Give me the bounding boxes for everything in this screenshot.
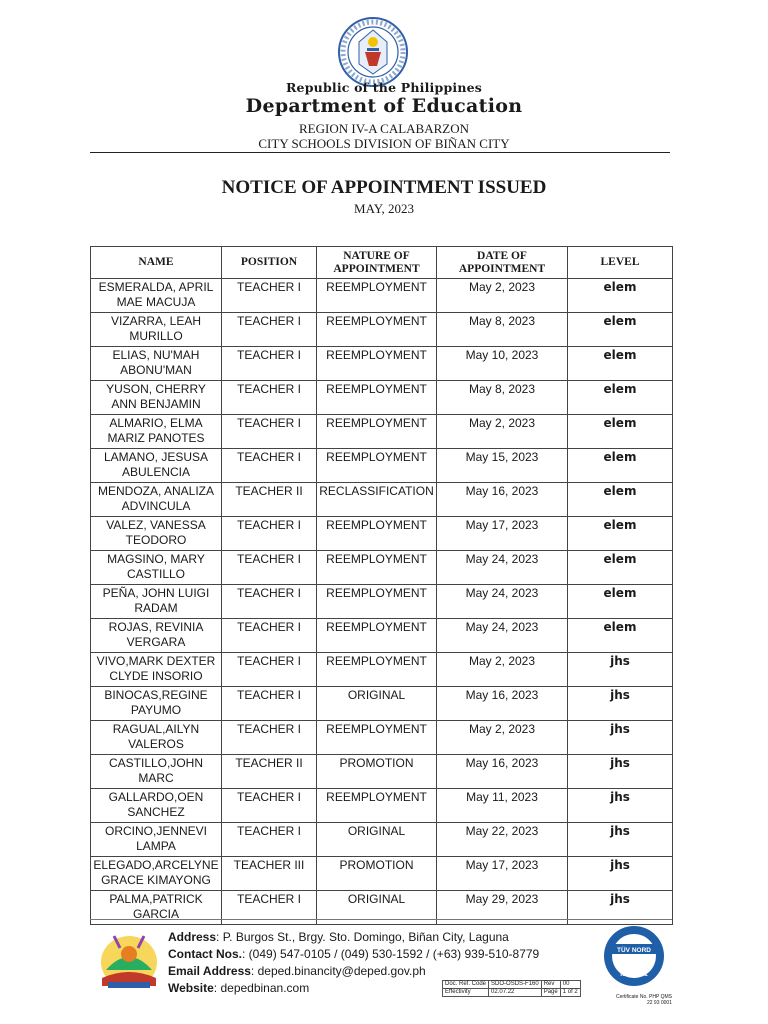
level-cell: jhs — [568, 687, 673, 721]
address-label: Address — [168, 930, 217, 944]
nature-cell: PROMOTION — [317, 755, 437, 789]
nature-cell: REEMPLOYMENT — [317, 415, 437, 449]
appointments-table — [90, 246, 673, 925]
level-cell: jhs — [568, 891, 673, 925]
position-cell: TEACHER I — [222, 687, 317, 721]
position-cell: TEACHER II — [222, 483, 317, 517]
footer-email — [168, 963, 539, 980]
doc-reference-box — [442, 980, 581, 997]
position-cell: TEACHER I — [222, 619, 317, 653]
table-row — [91, 415, 673, 449]
table-row — [91, 279, 673, 313]
level-cell: elem — [568, 483, 673, 517]
nature-cell: REEMPLOYMENT — [317, 585, 437, 619]
name-cell: VIVO,MARK DEXTER CLYDE INSORIO — [91, 653, 222, 687]
name-cell: PEÑA, JOHN LUIGI RADAM — [91, 585, 222, 619]
date-cell: May 16, 2023 — [437, 483, 568, 517]
nature-cell: REEMPLOYMENT — [317, 517, 437, 551]
address-value: : P. Burgos St., Brgy. Sto. Domingo, Biñan City, Laguna — [216, 930, 509, 944]
page-label: Page — [541, 989, 560, 997]
effectivity-label: Effectivity — [443, 989, 489, 997]
date-cell: May 2, 2023 — [437, 721, 568, 755]
position-cell: TEACHER I — [222, 551, 317, 585]
table-row — [91, 721, 673, 755]
date-cell: May 2, 2023 — [437, 653, 568, 687]
nature-cell: ORIGINAL — [317, 687, 437, 721]
region-heading: REGION IV-A CALABARZON — [299, 121, 469, 136]
position-cell: TEACHER II — [222, 755, 317, 789]
date-cell: May 11, 2023 — [437, 789, 568, 823]
level-cell: jhs — [568, 857, 673, 891]
document-title: NOTICE OF APPOINTMENT ISSUED — [221, 177, 547, 198]
position-cell: TEACHER I — [222, 517, 317, 551]
nature-cell: REEMPLOYMENT — [317, 313, 437, 347]
rev-label: Rev — [541, 981, 560, 989]
date-cell: May 17, 2023 — [437, 857, 568, 891]
rev-value: 00 — [560, 981, 580, 989]
level-cell: jhs — [568, 755, 673, 789]
name-cell: CASTILLO,JOHN MARC — [91, 755, 222, 789]
name-cell: RAGUAL,AILYN VALEROS — [91, 721, 222, 755]
name-cell: ROJAS, REVINIA VERGARA — [91, 619, 222, 653]
date-cell: May 10, 2023 — [437, 347, 568, 381]
date-cell: May 15, 2023 — [437, 449, 568, 483]
table-row — [91, 789, 673, 823]
column-header-nature: NATURE OF APPOINTMENT — [317, 247, 437, 279]
table-row — [91, 823, 673, 857]
level-cell: jhs — [568, 721, 673, 755]
date-cell: May 16, 2023 — [437, 687, 568, 721]
date-cell: May 29, 2023 — [437, 891, 568, 925]
footer-contact — [168, 946, 539, 963]
level-cell: elem — [568, 551, 673, 585]
contact-label: Contact Nos. — [168, 947, 243, 961]
email-value[interactable]: : deped.binancity@deped.gov.ph — [250, 964, 426, 978]
table-row — [91, 551, 673, 585]
table-row — [91, 585, 673, 619]
position-cell: TEACHER I — [222, 449, 317, 483]
date-cell: May 8, 2023 — [437, 381, 568, 415]
table-row — [91, 483, 673, 517]
nature-cell: REEMPLOYMENT — [317, 721, 437, 755]
level-cell: elem — [568, 313, 673, 347]
level-cell: elem — [568, 347, 673, 381]
level-cell: jhs — [568, 653, 673, 687]
date-cell: May 22, 2023 — [437, 823, 568, 857]
header-divider — [90, 152, 670, 153]
table-header-row — [91, 247, 673, 279]
division-logo-icon — [94, 926, 164, 994]
column-header-name: NAME — [91, 247, 222, 279]
level-cell: elem — [568, 279, 673, 313]
iso-bottom-text: ISO 9001 — [620, 971, 648, 978]
doc-ref-label: Doc. Ref. Code — [443, 981, 489, 989]
name-cell: LAMANO, JESUSA ABULENCIA — [91, 449, 222, 483]
footer-divider — [90, 919, 672, 920]
level-cell: elem — [568, 619, 673, 653]
table-row — [91, 517, 673, 551]
name-cell: ELIAS, NU'MAH ABONU'MAN — [91, 347, 222, 381]
position-cell: TEACHER I — [222, 653, 317, 687]
table-row — [91, 449, 673, 483]
footer-address — [168, 929, 539, 946]
position-cell: TEACHER III — [222, 857, 317, 891]
name-cell: MENDOZA, ANALIZA ADVINCULA — [91, 483, 222, 517]
nature-cell: REEMPLOYMENT — [317, 279, 437, 313]
name-cell: VALEZ, VANESSA TEODORO — [91, 517, 222, 551]
name-cell: ALMARIO, ELMA MARIZ PANOTES — [91, 415, 222, 449]
position-cell: TEACHER I — [222, 823, 317, 857]
position-cell: TEACHER I — [222, 721, 317, 755]
nature-cell: RECLASSIFICATION — [317, 483, 437, 517]
date-cell: May 2, 2023 — [437, 279, 568, 313]
column-header-level: LEVEL — [568, 247, 673, 279]
name-cell: GALLARDO,OEN SANCHEZ — [91, 789, 222, 823]
table-row — [91, 755, 673, 789]
iso-top-text: TÜV NORD — [617, 947, 651, 954]
name-cell: ESMERALDA, APRIL MAE MACUJA — [91, 279, 222, 313]
nature-cell: REEMPLOYMENT — [317, 347, 437, 381]
nature-cell: REEMPLOYMENT — [317, 789, 437, 823]
name-cell: ORCINO,JENNEVI LAMPA — [91, 823, 222, 857]
position-cell: TEACHER I — [222, 415, 317, 449]
page-value: 1 of 2 — [560, 989, 580, 997]
nature-cell: REEMPLOYMENT — [317, 449, 437, 483]
name-cell: VIZARRA, LEAH MURILLO — [91, 313, 222, 347]
position-cell: TEACHER I — [222, 381, 317, 415]
email-label: Email Address — [168, 964, 251, 978]
nature-cell: REEMPLOYMENT — [317, 551, 437, 585]
column-header-position: POSITION — [222, 247, 317, 279]
position-cell: TEACHER I — [222, 313, 317, 347]
nature-cell: ORIGINAL — [317, 891, 437, 925]
certificate-number: Certificate No. PHP QMS 22 93 0001 — [615, 994, 672, 1006]
table-row — [91, 381, 673, 415]
date-cell: May 24, 2023 — [437, 551, 568, 585]
table-row — [91, 857, 673, 891]
document-period: MAY, 2023 — [354, 201, 414, 216]
level-cell: elem — [568, 449, 673, 483]
nature-cell: REEMPLOYMENT — [317, 619, 437, 653]
level-cell: elem — [568, 585, 673, 619]
position-cell: TEACHER I — [222, 789, 317, 823]
level-cell: elem — [568, 415, 673, 449]
nature-cell: REEMPLOYMENT — [317, 653, 437, 687]
position-cell: TEACHER I — [222, 585, 317, 619]
name-cell: BINOCAS,REGINE PAYUMO — [91, 687, 222, 721]
date-cell: May 24, 2023 — [437, 619, 568, 653]
level-cell: jhs — [568, 789, 673, 823]
deped-seal-icon — [337, 16, 409, 88]
date-cell: May 2, 2023 — [437, 415, 568, 449]
level-cell: jhs — [568, 823, 673, 857]
table-row — [91, 313, 673, 347]
nature-cell: REEMPLOYMENT — [317, 381, 437, 415]
contact-value: : (049) 547-0105 / (049) 530-1592 / (+63) 939-510-8779 — [242, 947, 540, 961]
level-cell: elem — [568, 517, 673, 551]
website-value[interactable]: : depedbinan.com — [213, 981, 310, 995]
name-cell: ELEGADO,ARCELYNE GRACE KIMAYONG — [91, 857, 222, 891]
name-cell: MAGSINO, MARY CASTILLO — [91, 551, 222, 585]
republic-heading: Republic of the Philippines — [285, 80, 483, 95]
iso-certification-icon — [602, 924, 666, 988]
position-cell: TEACHER I — [222, 279, 317, 313]
date-cell: May 24, 2023 — [437, 585, 568, 619]
table-row — [91, 687, 673, 721]
name-cell: PALMA,PATRICK GARCIA — [91, 891, 222, 925]
nature-cell: ORIGINAL — [317, 823, 437, 857]
table-row — [91, 653, 673, 687]
table-row — [91, 347, 673, 381]
doc-ref-value: SDO-OSDS-F160 — [489, 981, 542, 989]
column-header-date: DATE OF APPOINTMENT — [437, 247, 568, 279]
website-label: Website — [168, 981, 214, 995]
division-heading: CITY SCHOOLS DIVISION OF BIÑAN CITY — [258, 136, 510, 151]
effectivity-value: 02.07.22 — [489, 989, 542, 997]
date-cell: May 17, 2023 — [437, 517, 568, 551]
date-cell: May 16, 2023 — [437, 755, 568, 789]
position-cell: TEACHER I — [222, 347, 317, 381]
level-cell: elem — [568, 381, 673, 415]
nature-cell: PROMOTION — [317, 857, 437, 891]
date-cell: May 8, 2023 — [437, 313, 568, 347]
department-heading: Department of Education — [245, 95, 523, 117]
table-row — [91, 619, 673, 653]
position-cell: TEACHER I — [222, 891, 317, 925]
name-cell: YUSON, CHERRY ANN BENJAMIN — [91, 381, 222, 415]
